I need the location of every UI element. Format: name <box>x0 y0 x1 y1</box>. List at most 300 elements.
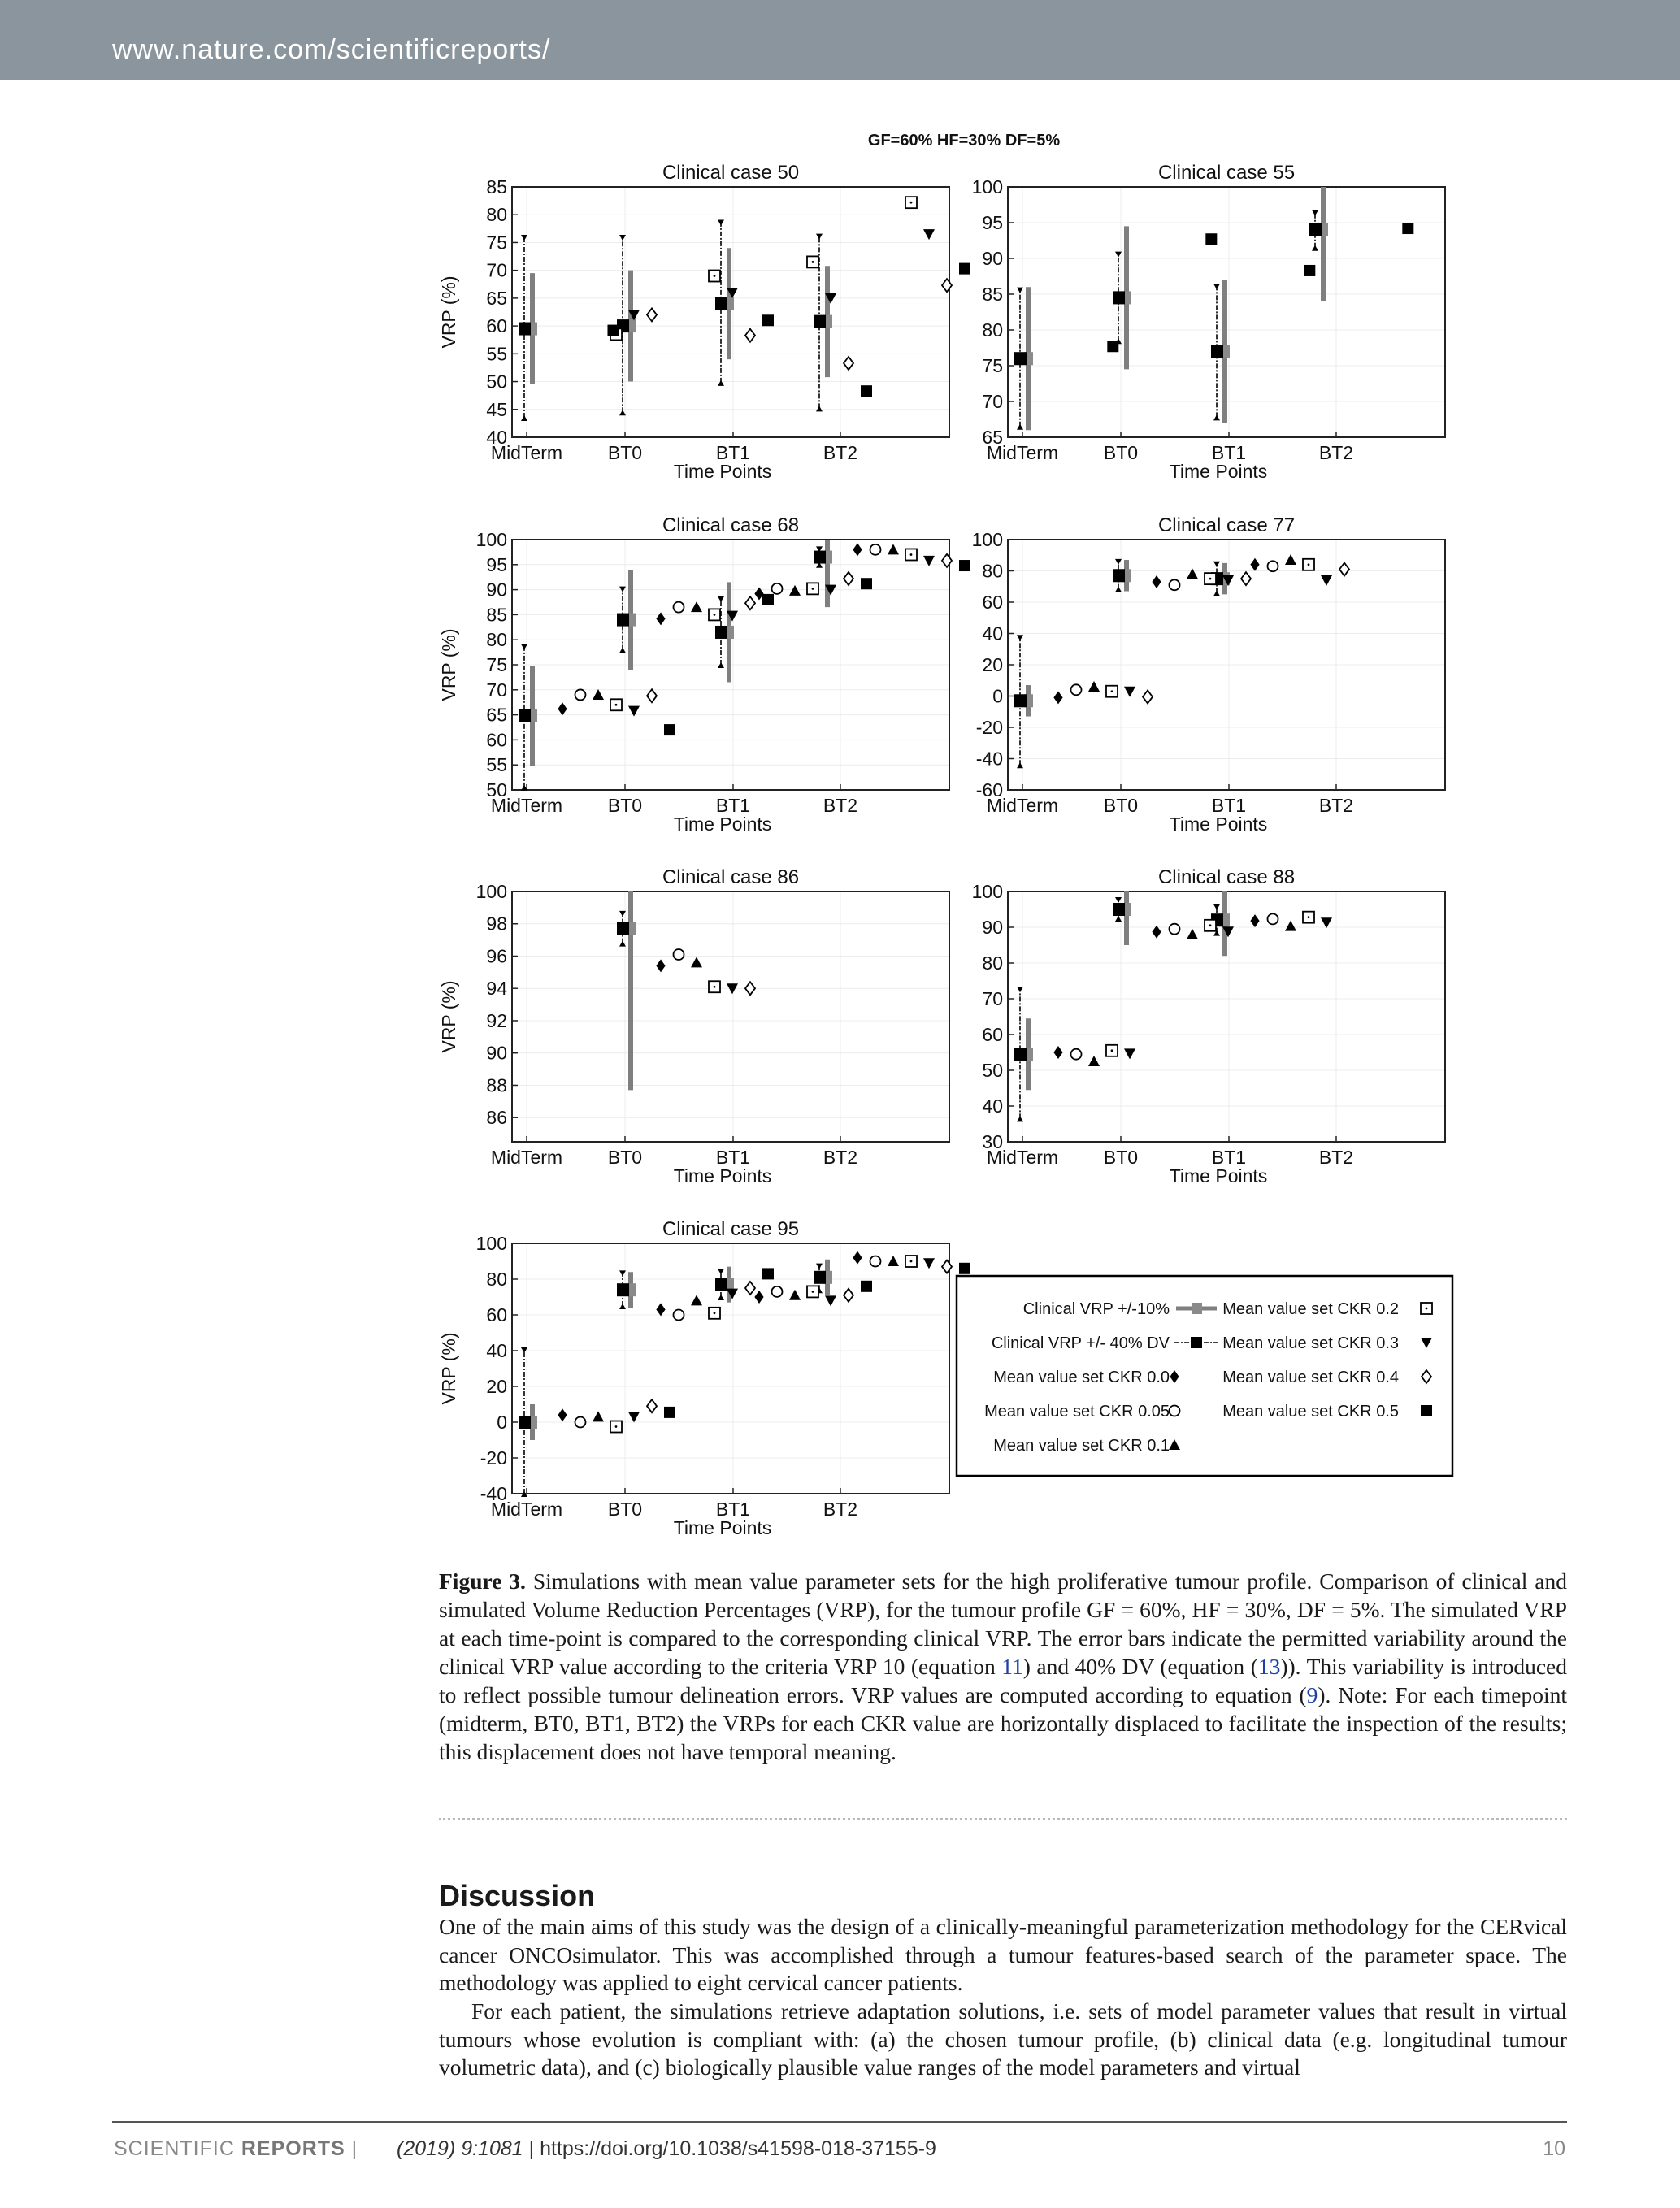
case4-ytick-label: -40 <box>975 748 1003 770</box>
case1-ckr-0-2-point-dot <box>714 275 716 277</box>
case4-clinical40-cap-bottom <box>1213 590 1220 596</box>
case3-ckr-0-2-point <box>709 609 720 620</box>
case7-ytick-label: 0 <box>497 1412 507 1433</box>
case6-ytick-label: 40 <box>982 1095 1003 1117</box>
case3-clinical-vrp <box>814 551 826 564</box>
legend-label-ckr_03: Mean value set CKR 0.3 <box>1222 1334 1399 1352</box>
case6-clinical40-cap-top <box>1213 904 1220 910</box>
case1-ytick-label: 40 <box>486 427 507 448</box>
case4-xtick-label: MidTerm <box>986 795 1059 816</box>
case1-xtick-label: BT2 <box>823 442 858 463</box>
case5-ytick-label: 100 <box>475 881 507 902</box>
figure-legend <box>957 1276 1452 1476</box>
case3-ytick-label: 80 <box>486 629 507 651</box>
case5-ytick-label: 86 <box>486 1107 507 1129</box>
case3-ytick-label: 60 <box>486 729 507 751</box>
case7-ylabel: VRP (%) <box>438 1332 459 1405</box>
figure-suptitle: GF=60% HF=30% DF=5% <box>867 132 1061 150</box>
case6-xtick-label: BT1 <box>1211 1147 1247 1168</box>
case2-ytick-label: 85 <box>982 284 1003 305</box>
case7-ckr-0-5-point <box>762 1268 774 1279</box>
case1-ytick-label: 50 <box>486 371 507 393</box>
case4-clinical-vrp <box>1014 694 1027 707</box>
case2-xtick-label: BT2 <box>1318 442 1354 463</box>
case5-xtick-label: BT1 <box>715 1147 751 1168</box>
case2-clinical-vrp <box>1211 345 1223 358</box>
case1-clinical40-cap-bottom <box>816 406 823 411</box>
case7-ckr-0-1-point <box>691 1295 702 1305</box>
case3-ckr-0-4-point <box>745 596 755 609</box>
case5-xtick-label: BT0 <box>607 1147 643 1168</box>
case4-ckr-0-1-point <box>1187 568 1198 579</box>
case2-ytick-label: 100 <box>971 176 1003 197</box>
case3-ckr-0-0-point <box>656 612 665 625</box>
case1-ytick-label: 55 <box>486 343 507 365</box>
case1-ckr-0-2-point <box>905 197 917 208</box>
case7-ckr-0-5-point <box>861 1281 872 1292</box>
case4-ckr-0-2-point <box>1303 559 1314 570</box>
case2-clinical40-cap-bottom <box>1213 414 1220 420</box>
case5-ckr-0-1-point <box>691 957 702 967</box>
case6-xtick-label: BT2 <box>1318 1147 1354 1168</box>
case7-xlabel: Time Points <box>673 1517 772 1538</box>
case1-clinical40-cap-top <box>718 219 724 225</box>
case2-extra-point <box>1107 341 1118 352</box>
case3-ylabel: VRP (%) <box>438 628 459 701</box>
case3-ckr-0-1-point <box>691 601 702 612</box>
case3-clinical-vrp <box>715 626 727 639</box>
case6-ytick-label: 90 <box>982 917 1003 938</box>
case3-ytick-label: 100 <box>475 529 507 550</box>
case6-ytick-label: 60 <box>982 1024 1003 1045</box>
case6-panel <box>972 866 1445 1186</box>
case7-ckr-0-3-point <box>923 1258 935 1269</box>
case6-ckr-0-2-point <box>1303 912 1314 923</box>
case3-ckr-0-1-point <box>888 544 899 554</box>
case5-xtick-label: MidTerm <box>490 1147 563 1168</box>
legend-swatch-clinical10-marker <box>1192 1303 1202 1314</box>
case1-ckr-0-3-point <box>923 229 935 240</box>
case4-clinical-vrp <box>1113 569 1125 582</box>
case5-ytick-label: 94 <box>486 978 507 1000</box>
case2-ytick-label: 75 <box>982 355 1003 376</box>
case7-clinical-vrp <box>814 1271 826 1284</box>
case4-ytick-label: 100 <box>971 529 1003 550</box>
case1-extra-point <box>607 325 619 336</box>
legend-swatch-ckr_05 <box>1421 1405 1432 1416</box>
legend-label-clinical_10: Clinical VRP +/-10% <box>1022 1300 1170 1318</box>
case6-ckr-0-05-point <box>1071 1049 1082 1060</box>
case5-axes-frame <box>512 891 949 1142</box>
case6-ckr-0-2-point-dot <box>1308 916 1310 918</box>
caption-text-2: ) and 40% DV (equation ( <box>1022 1654 1258 1679</box>
case1-ylabel: VRP (%) <box>438 275 459 349</box>
case4-clinical40-cap-top <box>1213 562 1220 567</box>
legend-swatch-ckr_02-dot <box>1426 1308 1428 1310</box>
case2-clinical40-cap-top <box>1213 284 1220 289</box>
case7-ckr-0-0-point <box>656 1303 665 1316</box>
case6-ckr-0-05-point <box>1170 924 1180 935</box>
case4-ytick-label: 80 <box>982 560 1003 582</box>
case3-ckr-0-05-point <box>674 602 684 613</box>
case7-ckr-0-05-point <box>674 1310 684 1321</box>
case1-clinical-vrp <box>814 315 826 328</box>
case3-xlabel: Time Points <box>673 813 772 835</box>
case1-ytick-label: 75 <box>486 232 507 254</box>
case1-ckr-0-4-point <box>844 357 853 370</box>
case3-clinical40-cap-top <box>718 596 724 602</box>
case6-ckr-0-2-point-dot <box>1111 1049 1113 1052</box>
page-number: 10 <box>1543 2137 1565 2160</box>
legend-label-ckr_05: Mean value set CKR 0.5 <box>1222 1403 1399 1421</box>
case7-ckr-0-05-point <box>772 1286 783 1297</box>
case4-xtick-label: BT1 <box>1211 795 1247 816</box>
case7-ckr-0-05-point <box>870 1256 881 1267</box>
case3-ytick-label: 85 <box>486 604 507 626</box>
case2-xtick-label: MidTerm <box>986 442 1059 463</box>
case3-ckr-0-5-point <box>861 578 872 589</box>
case2-ytick-label: 70 <box>982 391 1003 412</box>
case7-ckr-0-1-point <box>593 1411 604 1421</box>
case7-ytick-label: 40 <box>486 1340 507 1361</box>
case7-ckr-0-05-point <box>575 1417 586 1428</box>
caption-label: Figure 3. <box>439 1568 526 1594</box>
case3-ytick-label: 95 <box>486 553 507 575</box>
case7-xtick-label: BT0 <box>607 1499 643 1520</box>
case6-ckr-0-0-point <box>1053 1046 1062 1059</box>
case5-title: Clinical case 86 <box>662 866 800 888</box>
case1-xlabel: Time Points <box>673 461 772 482</box>
case4-ytick-label: 60 <box>982 592 1003 613</box>
case3-ytick-label: 65 <box>486 704 507 726</box>
case5-panel <box>438 866 949 1186</box>
case7-ckr-0-2-point-dot <box>714 1312 716 1314</box>
case7-ckr-0-0-point <box>558 1408 567 1421</box>
case5-xlabel: Time Points <box>673 1165 772 1186</box>
case7-ckr-0-3-point <box>628 1412 640 1422</box>
case4-ckr-0-05-point <box>1268 561 1278 571</box>
case3-ckr-0-0-point <box>754 588 763 601</box>
case1-ckr-0-4-point <box>647 308 657 321</box>
footer-volume: (2019) 9:1081 <box>397 2137 523 2160</box>
case7-ckr-0-2-point-dot <box>910 1260 913 1263</box>
case6-ckr-0-1-point <box>1187 929 1198 939</box>
footer-doi[interactable]: | https://doi.org/10.1038/s41598-018-37155-9 <box>523 2137 936 2160</box>
case3-ckr-0-4-point <box>844 572 853 585</box>
section-divider <box>439 1818 1567 1820</box>
case7-ckr-0-5-point <box>959 1263 970 1274</box>
caption-ref-eq11[interactable]: 11 <box>1001 1654 1023 1679</box>
case2-clinical-vrp <box>1014 352 1027 365</box>
case4-ckr-0-3-point <box>1321 575 1332 586</box>
case6-ckr-0-1-point <box>1088 1056 1100 1066</box>
case3-xtick-label: BT2 <box>823 795 858 816</box>
case3-ckr-0-2-point <box>610 699 622 710</box>
footer-journal-bold: REPORTS <box>241 2137 345 2160</box>
case3-ckr-0-05-point <box>772 583 783 594</box>
legend-label-ckr_01: Mean value set CKR 0.1 <box>993 1437 1170 1455</box>
case7-ckr-0-2-point-dot <box>812 1291 814 1293</box>
case2-xlabel: Time Points <box>1169 461 1268 482</box>
case3-ytick-label: 70 <box>486 679 507 701</box>
case5-ytick-label: 90 <box>486 1042 507 1064</box>
legend-label-ckr_04: Mean value set CKR 0.4 <box>1222 1369 1399 1386</box>
case4-xlabel: Time Points <box>1169 813 1268 835</box>
case1-title: Clinical case 50 <box>662 162 800 184</box>
case3-ckr-0-0-point <box>853 543 862 556</box>
case6-xlabel: Time Points <box>1169 1165 1268 1186</box>
case7-ckr-0-1-point <box>789 1290 801 1300</box>
case3-ckr-0-5-point <box>959 560 970 571</box>
case2-clinical40-cap-bottom <box>1312 245 1318 251</box>
case4-ytick-label: -20 <box>975 717 1003 738</box>
case3-ytick-label: 75 <box>486 654 507 675</box>
case1-ckr-0-5-point <box>861 385 872 397</box>
case1-ckr-0-2-point <box>709 271 720 282</box>
case6-ytick-label: 70 <box>982 988 1003 1009</box>
case1-xtick-label: BT0 <box>607 442 643 463</box>
case1-ckr-0-4-point <box>942 279 952 292</box>
case7-clinical-vrp <box>519 1416 531 1429</box>
case3-ytick-label: 90 <box>486 579 507 601</box>
case3-ytick-label: 50 <box>486 779 507 800</box>
case4-ckr-0-05-point <box>1170 579 1180 590</box>
case2-extra-point <box>1304 265 1315 276</box>
case4-ytick-label: 40 <box>982 622 1003 644</box>
case3-xtick-label: BT0 <box>607 795 643 816</box>
case4-title: Clinical case 77 <box>1157 514 1296 536</box>
case4-ckr-0-2-point-dot <box>1209 578 1212 580</box>
case5-ckr-0-05-point <box>674 949 684 960</box>
case7-ckr-0-2-point-dot <box>615 1425 618 1428</box>
case7-xtick-label: BT1 <box>715 1499 751 1520</box>
case2-ytick-label: 80 <box>982 319 1003 341</box>
case4-ckr-0-0-point <box>1053 691 1062 704</box>
case7-ckr-0-2-point <box>807 1286 818 1297</box>
case7-clinical40-cap-top <box>816 1264 823 1269</box>
legend-swatch-clinical40-marker <box>1191 1337 1202 1348</box>
case6-ckr-0-05-point <box>1268 913 1278 924</box>
case2-clinical40-cap-top <box>1312 210 1318 216</box>
case6-ckr-0-2-point <box>1106 1045 1118 1056</box>
case1-clinical40-cap-top <box>816 234 823 240</box>
figure-caption <box>439 1567 1567 1766</box>
case7-ckr-0-4-point <box>745 1282 755 1295</box>
case4-ckr-0-3-point <box>1124 687 1135 697</box>
case1-ckr-0-4-point <box>745 329 755 342</box>
case6-ckr-0-0-point <box>1250 914 1259 927</box>
legend-label-ckr_005: Mean value set CKR 0.05 <box>984 1403 1170 1421</box>
caption-text-3: )). This variability is introduced to reflect possible tumour delineation errors. VRP values are computed according to equation ( <box>439 1654 1567 1707</box>
case1-xtick-label: MidTerm <box>490 442 563 463</box>
case4-ckr-0-4-point <box>1143 690 1153 703</box>
case4-ckr-0-2-point <box>1205 573 1216 584</box>
caption-text-1: Simulations with mean value parameter sets for the high proliferative tumour profile. Comparison of clinical and simulated Volume Reduction Percentages (VRP), for the tumour profile GF = 60%, HF = 30%, DF = 5%. The simulated VRP at each time-point is compared to the corresponding clinical VRP. The error bars indicate the permitted variability around the clinical VRP value according to the criteria VRP 10 (equation <box>439 1568 1568 1679</box>
case7-ytick-label: 100 <box>475 1233 507 1254</box>
case3-panel <box>438 514 970 835</box>
case7-clinical-vrp <box>715 1278 727 1291</box>
case1-clinical40-cap-bottom <box>718 380 724 386</box>
case6-ckr-0-2-point-dot <box>1209 924 1212 926</box>
case4-ckr-0-1-point <box>1088 681 1100 692</box>
journal-url[interactable]: www.nature.com/scientificreports/ <box>112 34 551 65</box>
case6-clinical-vrp <box>1014 1048 1027 1061</box>
case3-ckr-0-1-point <box>593 689 604 700</box>
case5-ckr-0-2-point-dot <box>714 986 716 988</box>
case6-ytick-label: 80 <box>982 952 1003 974</box>
case5-ckr-0-0-point <box>656 959 665 972</box>
case7-xtick-label: MidTerm <box>490 1499 563 1520</box>
case3-ckr-0-1-point <box>789 585 801 596</box>
case6-title: Clinical case 88 <box>1157 866 1296 888</box>
case7-ckr-0-0-point <box>853 1251 862 1265</box>
case5-xtick-label: BT2 <box>823 1147 858 1168</box>
case3-ckr-0-0-point <box>558 702 567 715</box>
caption-ref-eq9[interactable]: 9 <box>1306 1682 1318 1707</box>
case2-xtick-label: BT1 <box>1211 442 1247 463</box>
case7-ytick-label: 20 <box>486 1376 507 1397</box>
case5-ylabel: VRP (%) <box>438 980 459 1053</box>
case7-title: Clinical case 95 <box>662 1218 800 1240</box>
case5-ytick-label: 92 <box>486 1009 507 1031</box>
case4-ytick-label: 20 <box>982 654 1003 675</box>
case6-ckr-0-3-point <box>1321 917 1332 928</box>
case7-clinical40-cap-bottom <box>718 1295 724 1300</box>
legend-label-ckr_02: Mean value set CKR 0.2 <box>1222 1300 1399 1318</box>
case3-ckr-0-4-point <box>647 689 657 702</box>
case6-xtick-label: MidTerm <box>986 1147 1059 1168</box>
case5-ckr-0-4-point <box>745 982 755 995</box>
case4-ytick-label: -60 <box>975 779 1003 800</box>
case6-clinical-vrp <box>1113 903 1125 916</box>
case1-ytick-label: 45 <box>486 398 507 420</box>
case3-xtick-label: BT1 <box>715 795 751 816</box>
case7-ckr-0-4-point <box>844 1289 853 1302</box>
case3-ckr-0-2-point-dot <box>714 614 716 616</box>
case7-ckr-0-2-point <box>610 1421 622 1433</box>
case3-ckr-0-2-point-dot <box>615 704 618 706</box>
case2-clinical-vrp <box>1309 223 1322 236</box>
case3-ytick-label: 55 <box>486 754 507 776</box>
case7-ytick-label: -40 <box>480 1483 507 1504</box>
legend-swatch-ckr_02 <box>1421 1303 1432 1314</box>
case4-ckr-0-0-point <box>1152 575 1161 588</box>
case1-ytick-label: 70 <box>486 259 507 281</box>
case7-ytick-label: -20 <box>480 1447 507 1468</box>
case3-ckr-0-4-point <box>942 554 952 567</box>
footer-separator: | <box>345 2137 358 2160</box>
case1-ckr-0-2-point-dot <box>812 261 814 263</box>
case7-ckr-0-5-point <box>664 1407 675 1418</box>
case3-ckr-0-5-point <box>664 724 675 735</box>
case4-ytick-label: 0 <box>992 685 1003 707</box>
case4-ckr-0-1-point <box>1285 554 1296 565</box>
case7-ytick-label: 60 <box>486 1304 507 1325</box>
case3-xtick-label: MidTerm <box>490 795 563 816</box>
case7-clinical-vrp <box>617 1283 629 1296</box>
case6-ckr-0-3-point <box>1124 1048 1135 1059</box>
case1-ytick-label: 60 <box>486 315 507 337</box>
case1-panel <box>438 162 970 482</box>
footer-journal-prefix: SCIENTIFIC <box>114 2137 241 2160</box>
case7-ckr-0-4-point <box>942 1260 952 1273</box>
case1-ckr-0-2-point <box>807 256 818 267</box>
case4-xtick-label: BT0 <box>1103 795 1139 816</box>
case4-ckr-0-0-point <box>1250 558 1259 571</box>
case7-xtick-label: BT2 <box>823 1499 858 1520</box>
case6-xtick-label: BT0 <box>1103 1147 1139 1168</box>
case2-ytick-label: 95 <box>982 212 1003 233</box>
case7-ckr-0-3-point <box>825 1295 836 1306</box>
case2-clinical-vrp <box>1113 291 1125 304</box>
case7-ckr-0-1-point <box>888 1256 899 1266</box>
footer-journal <box>114 2137 358 2161</box>
case1-ckr-0-2-point-dot <box>910 202 913 204</box>
case2-panel <box>972 162 1445 482</box>
case5-ytick-label: 88 <box>486 1074 507 1096</box>
case7-ckr-0-2-point <box>709 1308 720 1319</box>
case1-ytick-label: 85 <box>486 176 507 197</box>
footer-rule <box>112 2121 1567 2123</box>
case2-extra-point <box>1402 223 1413 234</box>
legend-swatch-ckr_005 <box>1170 1406 1180 1416</box>
case3-clinical-vrp <box>519 709 531 722</box>
case6-ckr-0-2-point <box>1205 920 1216 931</box>
caption-ref-eq13[interactable]: 13 <box>1257 1654 1281 1679</box>
discussion-paragraph-2: For each patient, the simulations retrieve adaptation solutions, i.e. sets of model parameter values that result in virtual tumours whose evolution is compliant with: (a) the chosen tumour profile, (b) clinical data (e.g. longitudinal tumour volumetric data), and (c) biologically plausible value ranges of the model parameters and virtual <box>439 1998 1567 2080</box>
case5-ytick-label: 98 <box>486 913 507 935</box>
caption-text-4: ). Note: For each timepoint (midterm, BT0, BT1, BT2) the VRPs for each CKR value are horizontally displaced to facilitate the inspection of the results; this displacement does not have temporal meaning. <box>439 1682 1567 1764</box>
discussion-paragraph-1: One of the main aims of this study was the design of a clinically-meaningful parameterization methodology for the CERvical cancer ONCOsimulator. This was accomplished through a tumour features-based search of the parameter space. The methodology was applied to eight cervical cancer patients. <box>439 1914 1567 1995</box>
case4-xtick-label: BT2 <box>1318 795 1354 816</box>
case6-ckr-0-1-point <box>1285 921 1296 931</box>
case5-ckr-0-2-point <box>709 981 720 992</box>
case2-extra-point <box>1205 233 1217 245</box>
case7-clinical40-cap-top <box>718 1269 724 1274</box>
case4-ckr-0-4-point <box>1339 563 1349 576</box>
case7-ckr-0-4-point <box>647 1399 657 1412</box>
case1-ytick-label: 65 <box>486 287 507 309</box>
case4-ckr-0-05-point <box>1071 684 1082 695</box>
case3-ckr-0-2-point-dot <box>812 588 814 590</box>
case4-ckr-0-2-point <box>1106 686 1118 697</box>
case1-clinical-vrp <box>519 323 531 336</box>
case5-clinical-vrp <box>617 922 629 935</box>
case3-ckr-0-05-point <box>870 544 881 555</box>
case1-ytick-label: 80 <box>486 204 507 226</box>
case2-title: Clinical case 55 <box>1157 162 1296 184</box>
footer-citation <box>397 2137 936 2161</box>
case3-title: Clinical case 68 <box>662 514 800 536</box>
legend-label-ckr_00: Mean value set CKR 0.0 <box>993 1369 1170 1386</box>
case3-ckr-0-2-point <box>905 549 917 560</box>
case2-xtick-label: BT0 <box>1103 442 1139 463</box>
case6-ytick-label: 30 <box>982 1131 1003 1152</box>
case3-ckr-0-2-point <box>807 583 818 594</box>
case3-ckr-0-05-point <box>575 689 586 700</box>
legend-label-clinical_40: Clinical VRP +/- 40% DV <box>991 1334 1170 1352</box>
discussion-heading: Discussion <box>439 1879 596 1912</box>
case3-clinical-vrp <box>617 614 629 627</box>
case3-ckr-0-2-point-dot <box>910 553 913 556</box>
case7-ckr-0-2-point <box>905 1256 917 1267</box>
case4-panel <box>972 514 1445 835</box>
case1-ckr-0-5-point <box>959 263 970 275</box>
case5-ytick-label: 96 <box>486 945 507 967</box>
case1-ckr-0-5-point <box>762 314 774 326</box>
case2-ytick-label: 65 <box>982 427 1003 448</box>
case3-ckr-0-5-point <box>762 594 774 605</box>
